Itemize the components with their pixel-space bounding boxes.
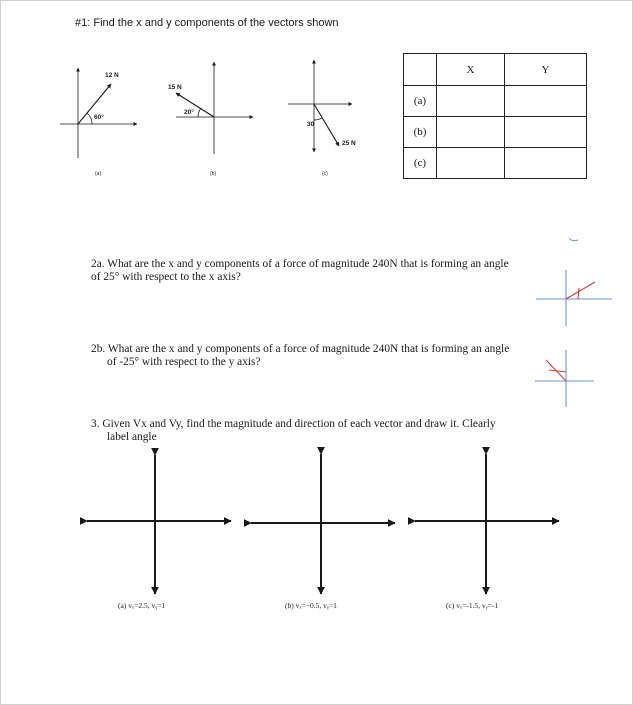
diagram-c bbox=[288, 60, 352, 152]
question-2b bbox=[91, 343, 561, 368]
margin-mark bbox=[569, 238, 578, 241]
cell-a-x[interactable] bbox=[437, 86, 505, 117]
diagram-b-force-label: 15 N bbox=[168, 84, 182, 91]
diagram-b-angle-arc bbox=[198, 108, 201, 117]
diagram-c-angle-arc bbox=[314, 118, 322, 120]
question-2b-line1: 2b. What are the x and y components of a force of magnitude 240N that is forming an angle bbox=[91, 343, 510, 355]
diagram-a-force-label: 12 N bbox=[105, 72, 119, 79]
table-header-y: Y bbox=[505, 54, 587, 86]
axes-b bbox=[251, 454, 395, 594]
row-label-c: (c) bbox=[404, 148, 437, 179]
diagram-a-angle-arc bbox=[87, 113, 92, 124]
diagram-a-angle-label: 60° bbox=[94, 114, 104, 121]
cell-b-x[interactable] bbox=[437, 117, 505, 148]
diagram-c-caption: (c) bbox=[322, 171, 328, 177]
diagram-b bbox=[176, 62, 253, 154]
table-row bbox=[404, 148, 587, 179]
table-header-x: X bbox=[437, 54, 505, 86]
row-label-b: (b) bbox=[404, 117, 437, 148]
question-2a-line2: of 25° with respect to the x axis? bbox=[91, 270, 241, 283]
diagram-a bbox=[60, 68, 137, 158]
axes-c bbox=[415, 454, 559, 594]
diagram-b-vector bbox=[176, 93, 214, 117]
cell-b-y[interactable] bbox=[505, 117, 587, 148]
table-row bbox=[404, 86, 587, 117]
problem1-heading: #1: Find the x and y components of the vectors shown bbox=[75, 17, 339, 29]
question-2a-line1: 2a. What are the x and y components of a force of magnitude 240N that is forming an angle bbox=[91, 258, 509, 270]
question-3 bbox=[91, 418, 561, 443]
cell-a-y[interactable] bbox=[505, 86, 587, 117]
table-row bbox=[404, 117, 587, 148]
diagram-c-angle-label: 30 bbox=[307, 121, 315, 128]
question-2a bbox=[91, 258, 561, 283]
components-table bbox=[403, 53, 587, 179]
question-2b-line2: of -25° with respect to the y axis? bbox=[107, 355, 261, 368]
question-3-line1: 3. Given Vx and Vy, find the magnitude and direction of each vector and draw it. Clearly bbox=[91, 418, 496, 430]
axes-a bbox=[87, 455, 231, 594]
table-header-row bbox=[404, 54, 587, 86]
question-3-line2: label angle bbox=[107, 430, 157, 443]
table-header-corner bbox=[404, 54, 437, 86]
diagram-c-vector bbox=[314, 104, 339, 146]
cell-c-x[interactable] bbox=[437, 148, 505, 179]
diagram-c-force-label: 25 N bbox=[342, 140, 356, 147]
axes-a-caption: (a) vₓ=2.5, vᵧ=1 bbox=[118, 601, 166, 610]
axes-c-caption: (c) vₓ=-1.5, vᵧ=-1 bbox=[446, 601, 499, 610]
problem3-axes bbox=[87, 454, 559, 594]
diagram-b-angle-label: 20° bbox=[184, 109, 194, 116]
cell-c-y[interactable] bbox=[505, 148, 587, 179]
diagram-a-caption: (a) bbox=[95, 171, 102, 177]
axes-b-caption: (b) vₓ=−0.5, vᵧ=1 bbox=[285, 601, 337, 610]
diagram-b-caption: (b) bbox=[210, 171, 217, 177]
row-label-a: (a) bbox=[404, 86, 437, 117]
